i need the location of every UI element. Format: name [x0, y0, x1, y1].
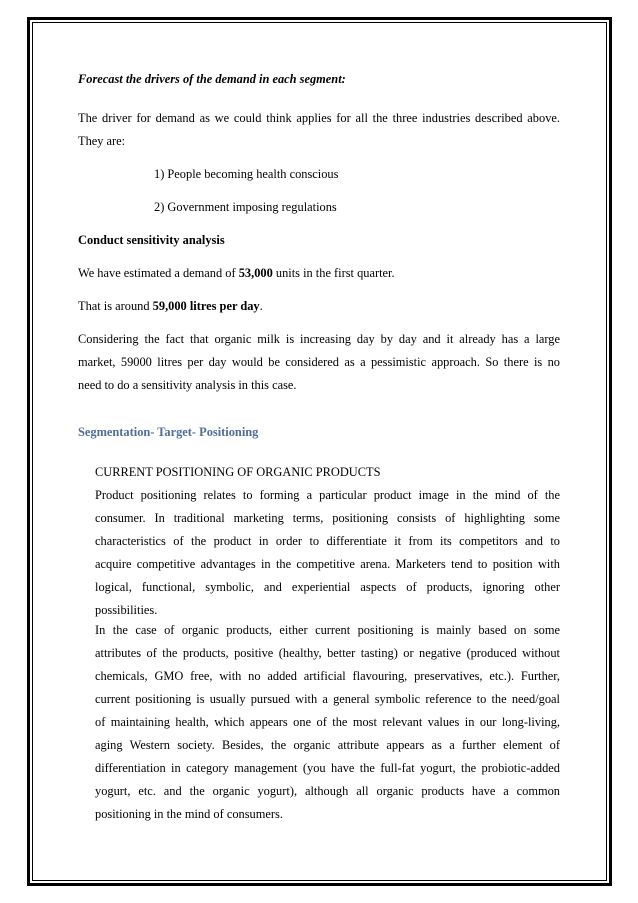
heading-segmentation: Segmentation- Target- Positioning	[78, 425, 259, 439]
demand-estimate-value: 53,000	[238, 266, 273, 280]
para2-line-3: chemicals, GMO free, with no added artificial flavouring, preservatives, etc.). Further,	[95, 669, 560, 683]
driver-item-2: 2) Government imposing regulations	[154, 200, 337, 214]
litres-per-day-pre: That is around	[78, 299, 153, 313]
para2-line-6: aging Western society. Besides, the organic attribute appears as a further element of	[95, 738, 560, 752]
litres-per-day	[78, 299, 263, 314]
para1-line-5: logical, functional, symbolic, and experiential aspects of products, ignoring other	[95, 580, 560, 594]
considering-line-1: Considering the fact that organic milk is increasing day by day and it already has a large	[78, 332, 560, 346]
para2-line-5: of maintaining health, which appears one of the most relevant values in our long-living,	[95, 715, 560, 729]
para2-line-1: In the case of organic products, either current positioning is mainly based on some	[95, 623, 560, 637]
demand-estimate	[78, 266, 395, 281]
considering-line-2: market, 59000 litres per day would be considered as a pessimistic approach. So there is no	[78, 355, 560, 369]
heading-forecast-drivers: Forecast the drivers of the demand in each segment:	[78, 72, 346, 86]
para2-line-4: current positioning is usually pursued with a general symbolic reference to the need/goal	[95, 692, 560, 706]
considering-line-3: need to do a sensitivity analysis in this case.	[78, 378, 297, 392]
para2-line-7: differentiation in category management (you have the full-fat yogurt, the probiotic-added	[95, 761, 560, 775]
para2-line-9: positioning in the mind of consumers.	[95, 807, 283, 821]
para1-line-4: acquire competitive advantages in the competitive arena. Marketers tend to position with	[95, 557, 560, 571]
driver-text-line-2: They are:	[78, 134, 126, 148]
para1-line-2: consumer. In traditional marketing terms, positioning consists of highlighting some	[95, 511, 560, 525]
heading-sensitivity-analysis: Conduct sensitivity analysis	[78, 233, 225, 247]
litres-per-day-post: .	[259, 299, 263, 313]
driver-item-1: 1) People becoming health conscious	[154, 167, 339, 181]
para1-line-1: Product positioning relates to forming a particular product image in the mind of the	[95, 488, 560, 502]
litres-per-day-value: 59,000 litres per day	[152, 299, 260, 313]
driver-text-line-1: The driver for demand as we could think applies for all the three industries described above.	[78, 111, 560, 125]
para1-line-6: possibilities.	[95, 603, 158, 617]
para2-line-8: yogurt, etc. and the organic yogurt), although all organic products have a common	[95, 784, 560, 798]
para2-line-2: attributes of the products, positive (healthy, better tasting) or negative (produced without	[95, 646, 560, 660]
current-positioning-title: CURRENT POSITIONING OF ORGANIC PRODUCTS	[95, 465, 381, 479]
para1-line-3: characteristics of the product in order to differentiate it from its competitors and to	[95, 534, 560, 548]
demand-estimate-post: units in the first quarter.	[272, 266, 395, 280]
demand-estimate-pre: We have estimated a demand of	[78, 266, 239, 280]
